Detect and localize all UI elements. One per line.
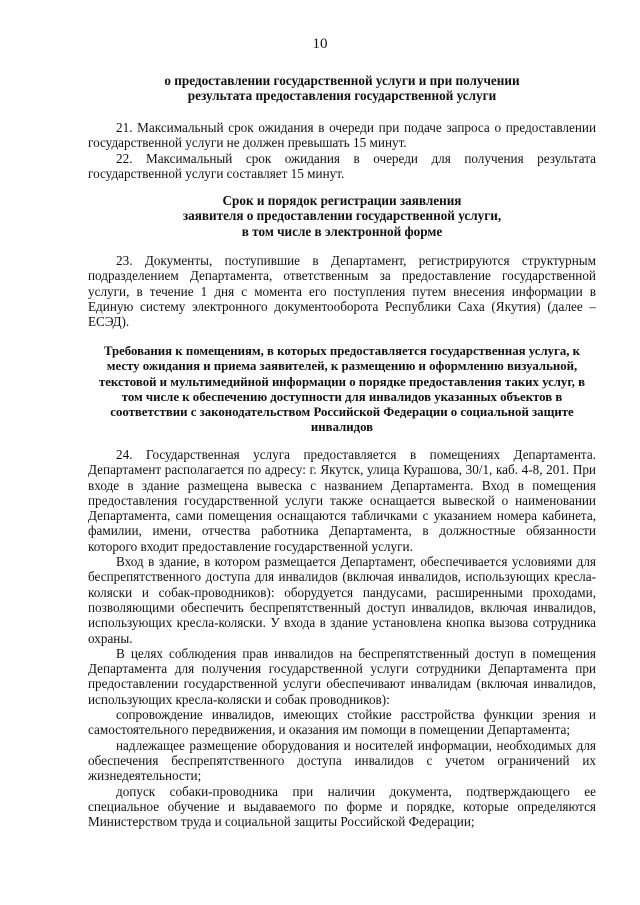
- page-number: 10: [312, 36, 328, 52]
- heading-line: в том числе в электронной форме: [241, 223, 443, 239]
- premises-paragraphs: [88, 447, 596, 829]
- paragraph-entrance: Вход в здание, в котором размещается Департамент, обеспечивается условиями для беспрепятственного доступа для инвалидов (включая инвалидов, использующих кресла-коляски и собак-проводников): оборудуется пандусами, расширенными проходами, позволяющими обеспечить беспрепятственный доступ инвалидов, включая инвалидов, использующих кресла-коляски. У входа в здание установлена кнопка вызова сотрудника охраны.: [88, 554, 596, 646]
- heading-line: текстовой и мультимедийной информации о порядке предоставления таких услуг, в: [98, 374, 586, 389]
- paragraph-24: 24. Государственная услуга предоставляется в помещениях Департамента. Департамент располагается по адресу: г. Якутск, улица Курашова, 30/1, каб. 4-8, 201. При входе в здание размещена вывеска с названием Департамента. Вход в помещения предоставления государственной услуги также оснащается вывеской о наименовании Департамента, сами помещения оснащаются табличками с указанием номера кабинета, фамилии, имени, отчества работника Департамента, в должностные обязанности которого входит предоставление государственной услуги.: [88, 447, 596, 554]
- heading-line: результата предоставления государственной услуги: [187, 88, 497, 104]
- paragraph-equipment: надлежащее размещение оборудования и носителей информации, необходимых для обеспечения беспрепятственного доступа инвалидов с учетом ограничений их жизнедеятельности;: [88, 737, 596, 784]
- section-heading-premises: [88, 344, 596, 436]
- heading-line: инвалидов: [310, 420, 374, 435]
- heading-line: месту ожидания и приема заявителей, к размещению и оформлению визуальной,: [106, 359, 578, 374]
- heading-line: том числе к обеспечению доступности для инвалидов указанных объектов в: [121, 389, 563, 404]
- heading-line: соответствии с законодательством Российской Федерации о социальной защите: [110, 405, 574, 420]
- section-heading-registration: [88, 193, 596, 239]
- heading-line: Требования к помещениям, в которых предоставляется государственная услуга, к: [103, 344, 581, 358]
- paragraphs-21-22: [88, 120, 596, 181]
- heading-line: заявителя о предоставлении государственной услуги,: [182, 208, 502, 224]
- paragraph-23: 23. Документы, поступившие в Департамент, регистрируются структурным подразделением Департамента, ответственным за предоставление государственной услуги, в течение 1 дня с момента его поступления путем внесения информации в Единую систему электронного документооборота Республики Саха (Якутия) (далее – ЕСЭД).: [88, 253, 596, 330]
- heading-line: о предоставлении государственной услуги и при получении: [164, 73, 520, 88]
- heading-line: Срок и порядок регистрации заявления: [222, 193, 462, 208]
- section-heading-waiting-time: [88, 73, 596, 104]
- paragraph-guide-dog: допуск собаки-проводника при наличии документа, подтверждающего ее специальное обучение и выдаваемого по форме и порядке, которые определяются Министерством труда и социальной защиты Российской Федерации;: [88, 783, 596, 830]
- paragraph-rights: В целях соблюдения прав инвалидов на беспрепятственный доступ в помещения Департамента для получения государственной услуги сотрудники Департамента при предоставлении государственной услуги обеспечивают инвалидам (включая инвалидов, использующих кресла-коляски и собак проводников):: [88, 645, 596, 707]
- paragraph-22: 22. Максимальный срок ожидания в очереди для получения результата государственной услуги составляет 15 минут.: [88, 150, 596, 181]
- paragraph-21: 21. Максимальный срок ожидания в очереди при подаче запроса о предоставлении государственной услуги не должен превышать 15 минут.: [88, 120, 596, 151]
- paragraph-escort: сопровождение инвалидов, имеющих стойкие расстройства функции зрения и самостоятельного передвижения, и оказания им помощи в помещении Департамента;: [88, 707, 596, 738]
- paragraph-23-block: [88, 253, 596, 329]
